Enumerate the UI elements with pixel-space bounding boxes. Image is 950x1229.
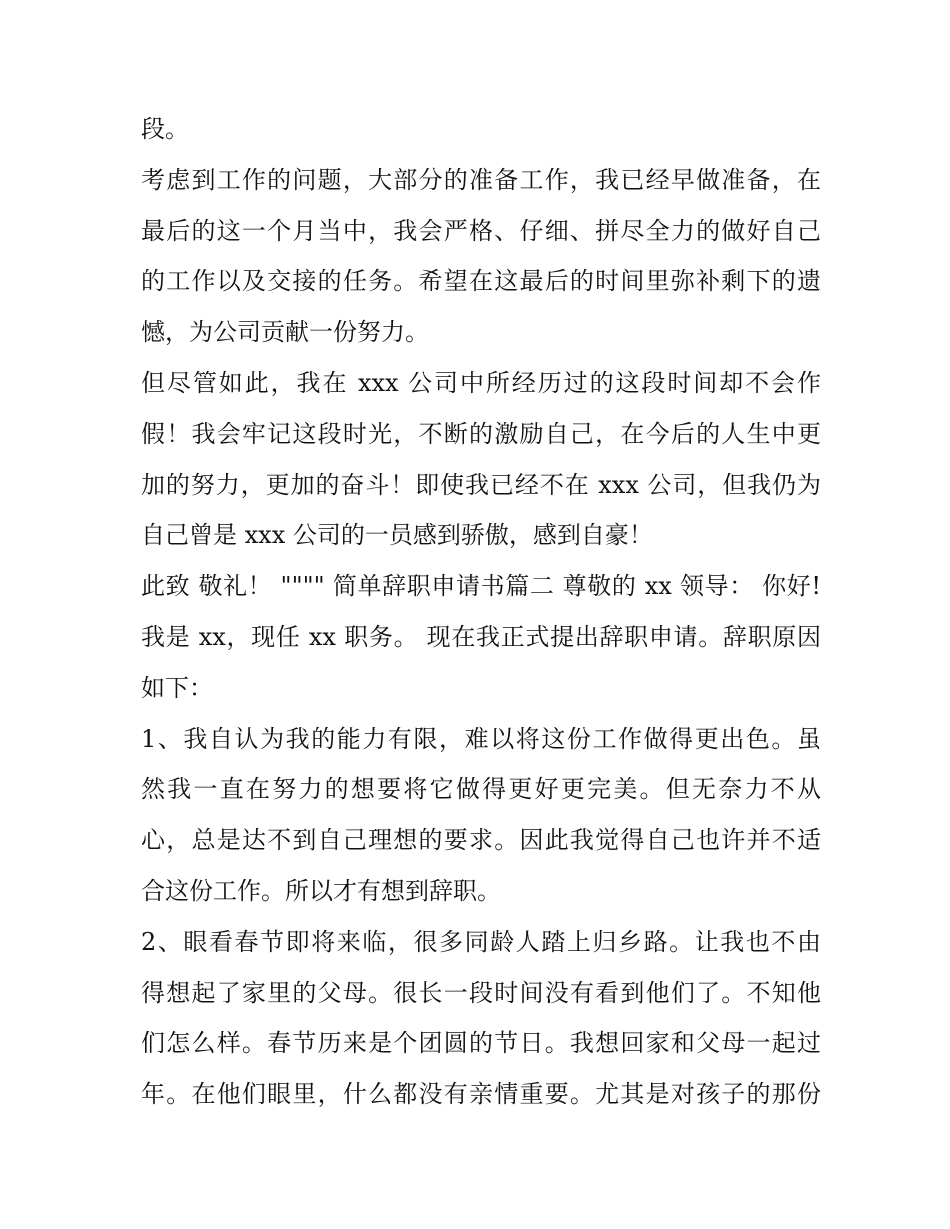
text-line: 心，总是达不到自己理想的要求。因此我觉得自己也许并不适 <box>141 826 821 855</box>
text-line: 然我一直在努力的想要将它做得更好更完美。但无奈力不从 <box>141 775 821 804</box>
text-line: 合这份工作。所以才有想到辞职。 <box>141 876 501 905</box>
text-line: 考虑到工作的问题，大部分的准备工作，我已经早做准备，在 <box>141 165 821 194</box>
text-line: 年。在他们眼里，什么都没有亲情重要。尤其是对孩子的那份 <box>141 1080 821 1109</box>
text-line: 但尽管如此，我在 xxx 公司中所经历过的这段时间却不会作 <box>141 368 821 397</box>
text-line: 2、眼看春节即将来临，很多同龄人踏上归乡路。让我也不由 <box>141 927 821 956</box>
text-line: 我是 xx，现任 xx 职务。 现在我正式提出辞职申请。辞职原因 <box>141 622 821 651</box>
text-line: 段。 <box>141 115 189 143</box>
text-line: 此致 敬礼！ """" 简单辞职申请书篇二 尊敬的 xx 领导： 你好! <box>141 572 821 601</box>
text-line: 们怎么样。春节历来是个团圆的节日。我想回家和父母一起过 <box>141 1029 821 1058</box>
text-line: 得想起了家里的父母。很长一段时间没有看到他们了。不知他 <box>141 978 821 1007</box>
text-line: 最后的这一个月当中，我会严格、仔细、拼尽全力的做好自己 <box>141 216 821 245</box>
text-line: 自己曾是 xxx 公司的一员感到骄傲，感到自豪！ <box>141 521 653 550</box>
text-line: 的工作以及交接的任务。希望在这最后的时间里弥补剩下的遗 <box>141 267 821 296</box>
text-line: 1、我自认为我的能力有限，难以将这份工作做得更出色。虽 <box>141 724 821 753</box>
text-line: 加的努力，更加的奋斗！即使我已经不在 xxx 公司，但我仍为 <box>141 470 821 499</box>
document-body <box>141 104 821 1120</box>
text-line: 假！我会牢记这段时光，不断的激励自己，在今后的人生中更 <box>141 419 821 448</box>
text-line: 憾，为公司贡献一份努力。 <box>141 318 429 347</box>
text-line: 如下： <box>141 673 213 702</box>
